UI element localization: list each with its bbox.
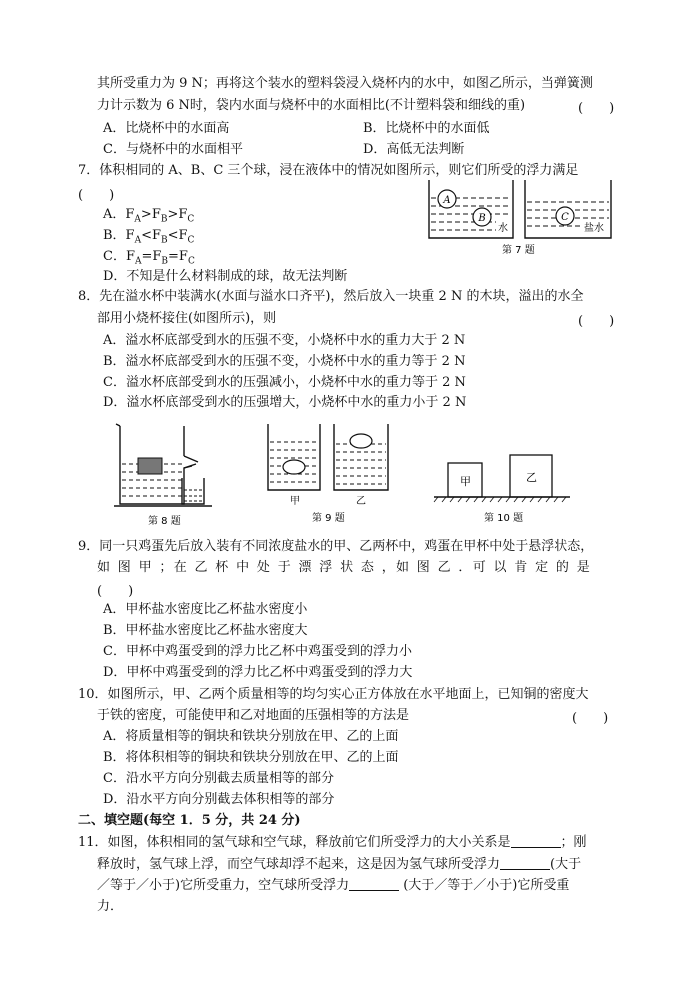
q6-answer-paren: ( ) — [578, 101, 615, 116]
q10-line1: 10．如图所示，甲、乙两个质量相等的均匀实心正方体放在水平地面上，已知铜的密度大 — [78, 687, 589, 702]
ball-a-label: A — [443, 195, 451, 206]
q11-blank-3[interactable] — [349, 877, 399, 891]
q11-line4: 力． — [97, 899, 124, 914]
q7-option-b: B．$F_A<F_B<F_C$ — [103, 228, 195, 246]
q10-figure — [432, 445, 574, 529]
q8-figure — [112, 420, 214, 528]
q10-option-a: A．将质量相等的铜块和铁块分别放在甲、乙的上面 — [103, 729, 399, 744]
q10-yi-label: 乙 — [526, 471, 537, 484]
q10-jia-label: 甲 — [460, 475, 471, 488]
q9-option-a: A．甲杯盐水密度比乙杯盐水密度小 — [103, 602, 308, 617]
q7-figure — [425, 178, 615, 256]
q10-answer-paren: ( ) — [572, 711, 609, 726]
q11-line1: 11．如图，体积相同的氢气球和空气球，释放前它们所受浮力的大小关系是 ；刚 — [78, 835, 587, 850]
q6-option-b: B．比烧杯中的水面低 — [363, 121, 490, 136]
q10-line2: 于铁的密度，可能使甲和乙对地面的压强相等的方法是 — [97, 708, 410, 723]
q9-jia-label: 甲 — [290, 496, 300, 507]
water-label: 水 — [498, 223, 508, 234]
q9-option-c: C．甲杯中鸡蛋受到的浮力比乙杯中鸡蛋受到的浮力小 — [103, 644, 412, 659]
q11-blank-1[interactable] — [511, 834, 561, 848]
q8-option-b: B．溢水杯底部受到水的压强不变，小烧杯中水的重力等于 2 N — [103, 354, 466, 369]
wood-block — [138, 458, 162, 474]
q8-line1: 8．先在溢水杯中装满水(水面与溢水口齐平)，然后放入一块重 2 N 的木块，溢出的水全 — [78, 289, 584, 304]
egg-jia — [283, 460, 305, 474]
q9-line2: 如 图 甲 ； 在 乙 杯 中 处 于 漂 浮 状 态 ， 如 图 乙 ． 可 以 肯 定 的 是 — [97, 560, 588, 575]
q7-option-d: D．不知是什么材料制成的球，故无法判断 — [103, 269, 348, 284]
q6-option-d: D．高低无法判断 — [363, 142, 465, 157]
q7-option-c: C．$F_A=F_B=F_C$ — [103, 249, 195, 267]
q9-caption: 第 9 题 — [312, 513, 345, 524]
q11-line3: ／等于／小于)它所受重力，空气球所受浮力 (大于／等于／小于)它所受重 — [97, 878, 570, 893]
ball-b-label: B — [478, 213, 486, 224]
q8-option-d: D．溢水杯底部受到水的压强增大，小烧杯中水的重力小于 2 N — [103, 395, 467, 410]
q9-answer-paren: ( ) — [97, 584, 134, 599]
section-title: 二、填空题(每空 1．5 分，共 24 分) — [78, 813, 301, 828]
q9-line1: 9．同一只鸡蛋先后放入装有不同浓度盐水的甲、乙两杯中，鸡蛋在甲杯中处于悬浮状态， — [78, 539, 594, 554]
q7-answer-paren: ( ) — [78, 188, 115, 203]
q9-figure — [258, 420, 400, 528]
q8-option-a: A．溢水杯底部受到水的压强不变，小烧杯中水的重力大于 2 N — [103, 333, 466, 348]
q9-yi-label: 乙 — [356, 496, 366, 507]
q11-line2: 释放时，氢气球上浮，而空气球却浮不起来，这是因为氢气球所受浮力 (大于 — [97, 857, 582, 872]
q6-option-c: C．与烧杯中的水面相平 — [103, 142, 243, 157]
q8-option-c: C．溢水杯底部受到水的压强减小，小烧杯中水的重力等于 2 N — [103, 375, 466, 390]
q8-answer-paren: ( ) — [578, 314, 615, 329]
q8-caption: 第 8 题 — [148, 516, 181, 527]
q6-option-a: A．比烧杯中的水面高 — [103, 121, 230, 136]
q7-option-a: A．$F_A>F_B>F_C$ — [103, 207, 195, 225]
q6-line2: 力计示数为 6 N时，袋内水面与烧杯中的水面相比(不计塑料袋和细线的重) — [97, 98, 526, 113]
q9-option-d: D．甲杯中鸡蛋受到的浮力比乙杯中鸡蛋受到的浮力大 — [103, 665, 413, 680]
q10-caption: 第 10 题 — [484, 513, 524, 524]
q10-option-c: C．沿水平方向分别截去质量相等的部分 — [103, 771, 334, 786]
brine-label: 盐水 — [584, 223, 604, 234]
q6-line1: 其所受重力为 9 N；再将这个装水的塑料袋浸入烧杯内的水中，如图乙所示，当弹簧测 — [97, 76, 593, 91]
q10-option-d: D．沿水平方向分别截去体积相等的部分 — [103, 792, 335, 807]
q9-option-b: B．甲杯盐水密度比乙杯盐水密度大 — [103, 623, 308, 638]
q8-line2: 部用小烧杯接住(如图所示)，则 — [97, 311, 277, 326]
q11-blank-2[interactable] — [500, 856, 550, 870]
egg-yi — [350, 434, 372, 448]
q7-caption: 第 7 题 — [502, 245, 535, 256]
ball-c-label: C — [561, 212, 569, 223]
q7-stem: 7．体积相同的 A、B、C 三个球，浸在液体中的情况如图所示，则它们所受的浮力满足 — [78, 163, 579, 178]
q10-option-b: B．将体积相等的铜块和铁块分别放在甲、乙的上面 — [103, 750, 399, 765]
